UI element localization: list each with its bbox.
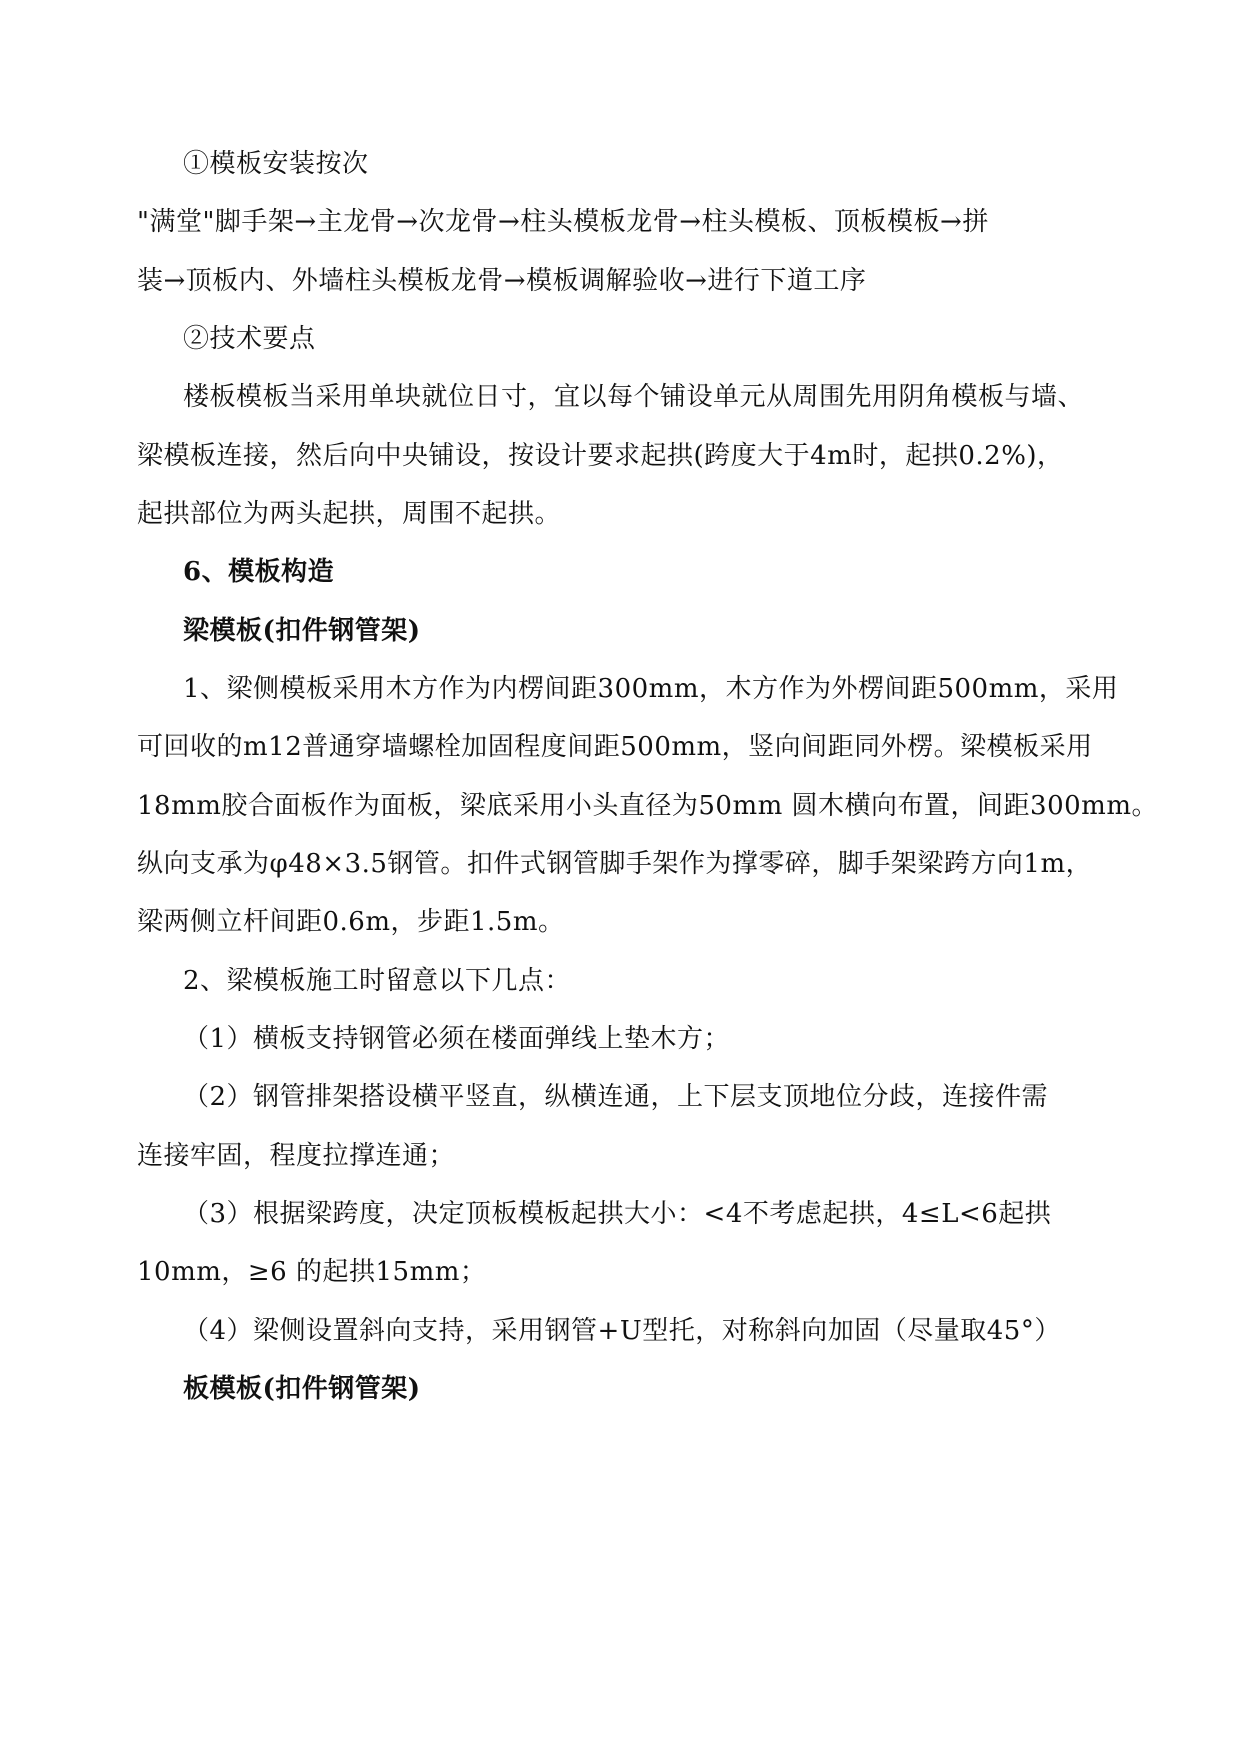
- text-line: 纵向支承为φ48×3.5钢管。扣件式钢管脚手架作为撑零碎，脚手架梁跨方向1m，: [137, 849, 1093, 879]
- section-heading: 6、模板构造: [183, 557, 335, 587]
- text-line: 2、梁模板施工时留意以下几点：: [183, 966, 572, 996]
- subsection-heading: 梁模板(扣件钢管架): [183, 616, 421, 646]
- text-line: （3）根据梁跨度，决定顶板模板起拱大小：<4不考虑起拱，4≤L<6起拱: [183, 1199, 1052, 1229]
- text-line: 起拱部位为两头起拱，周围不起拱。: [137, 499, 562, 529]
- text-line: 连接牢固，程度拉撑连通；: [137, 1141, 456, 1171]
- text-line: 梁两侧立杆间距0.6m，步距1.5m。: [137, 907, 565, 937]
- text-line: "满堂"脚手架→主龙骨→次龙骨→柱头模板龙骨→柱头模板、顶板模板→拼: [137, 207, 989, 237]
- text-line: （2）钢管排架搭设横平竖直，纵横连通，上下层支顶地位分歧，连接件需: [183, 1082, 1049, 1112]
- subsection-heading: 板模板(扣件钢管架): [183, 1374, 421, 1404]
- text-line: 梁模板连接，然后向中央铺设，按设计要求起拱(跨度大于4m时，起拱0.2%)，: [137, 441, 1064, 471]
- text-line: 可回收的m12普通穿墙螺栓加固程度间距500mm，竖向间距同外楞。梁模板采用: [137, 732, 1093, 762]
- text-line: （1）横板支持钢管必须在楼面弹线上垫木方；: [183, 1024, 731, 1054]
- text-line: 18mm胶合面板作为面板，梁底采用小头直径为50mm 圆木横向布置，间距300mm。: [137, 791, 1158, 821]
- text-line: 装→顶板内、外墙柱头模板龙骨→模板调解验收→进行下道工序: [137, 266, 867, 296]
- text-line: ①模板安装按次: [183, 149, 369, 179]
- text-line: 1、梁侧模板采用木方作为内楞间距300mm，木方作为外楞间距500mm，采用: [183, 674, 1119, 704]
- text-line: （4）梁侧设置斜向支持，采用钢管+U型托，对称斜向加固（尽量取45°）: [183, 1316, 1061, 1346]
- text-line: 10mm，≥6 的起拱15mm；: [137, 1257, 487, 1287]
- text-line: 楼板模板当采用单块就位日寸，宜以每个铺设单元从周围先用阴角模板与墙、: [183, 382, 1085, 412]
- text-line: ②技术要点: [183, 324, 316, 354]
